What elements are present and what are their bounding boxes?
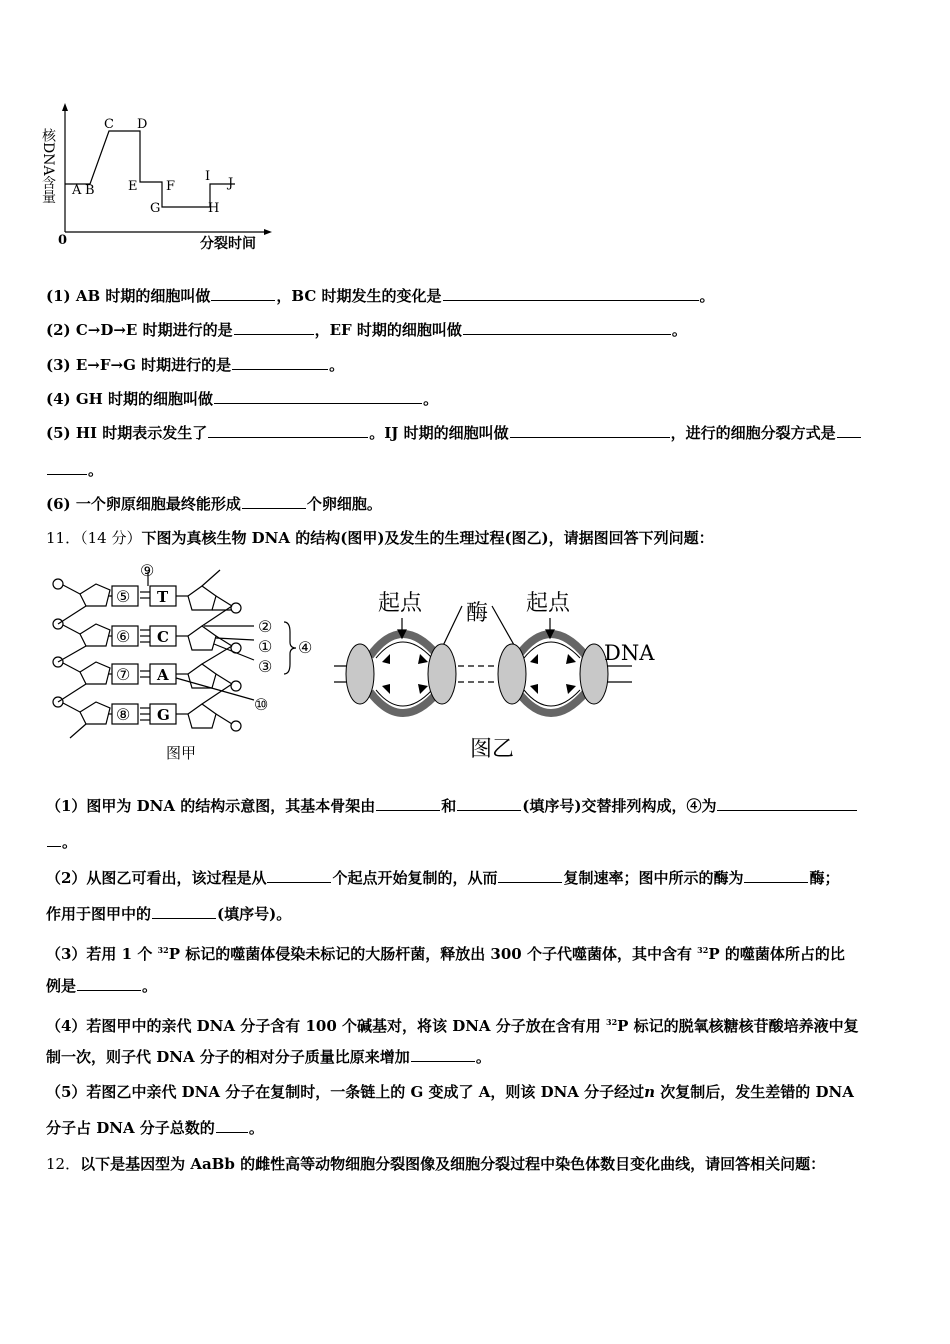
q11-s2-d: 酶； <box>809 869 840 887</box>
origin-label-left: 起点 <box>378 591 423 616</box>
graph-point-i: I <box>205 169 211 184</box>
q10-p4-a: (4) GH 时期的细胞叫做 <box>46 390 214 408</box>
q10-part2 <box>46 320 906 340</box>
q12-stem-text: 以下是基因型为 AaBb 的雌性高等动物细胞分裂图像及细胞分裂过程中染色体数目变化曲线，请回答相关问题： <box>80 1155 826 1173</box>
figure-a-dna-structure <box>44 560 334 770</box>
q11-sub5-cont <box>46 1118 906 1138</box>
q10-p6-a: (6) 一个卵原细胞最终能形成 <box>46 495 241 513</box>
q10-part1 <box>46 286 906 306</box>
base-c: C <box>157 628 169 646</box>
q10-p4-c: 。 <box>423 390 439 408</box>
q11-s2-f: (填序号)。 <box>217 905 292 923</box>
graph-point-e: E <box>128 179 138 194</box>
q10-part5-cont <box>46 460 906 480</box>
q11-stem-text: 下图为真核生物 DNA 的结构(图甲)及发生的生理过程(图乙)，请据图回答下列问题： <box>141 529 714 547</box>
answer-blank[interactable] <box>443 286 699 301</box>
figure-b-caption: 图乙 <box>470 737 515 762</box>
label-6: ⑥ <box>116 627 131 646</box>
dna-content-graph <box>40 100 280 260</box>
q10-part3 <box>46 355 906 375</box>
figure-b-dna-replication <box>332 584 672 770</box>
graph-point-d: D <box>137 117 148 132</box>
q11-s2-e: 作用于图甲中的 <box>46 905 152 923</box>
answer-blank[interactable] <box>216 1118 248 1133</box>
q12-stem <box>46 1154 906 1174</box>
label-8: ⑧ <box>116 705 131 724</box>
q11-sub4 <box>46 1012 906 1036</box>
graph-point-h: H <box>208 201 220 216</box>
label-10: ⑩ <box>254 695 269 714</box>
q11-stem <box>46 528 906 548</box>
q11-s5-c: 分子占 DNA 分子总数的 <box>46 1119 215 1137</box>
base-a: A <box>157 666 169 684</box>
q10-p3-a: (3) E→F→G 时期进行的是 <box>46 356 232 374</box>
answer-blank[interactable] <box>463 320 671 335</box>
q11-s2-b: 个起点开始复制的，从而 <box>332 869 498 887</box>
q11-s4-sup: 32 <box>606 1017 618 1027</box>
q10-part5 <box>46 423 906 443</box>
label-2: ② <box>258 617 273 636</box>
q10-p3-c: 。 <box>329 356 345 374</box>
q11-s5-a: （5）若图乙中亲代 DNA 分子在复制时，一条链上的 G 变成了 A，则该 DNA 分子经过 <box>46 1083 645 1101</box>
answer-blank[interactable] <box>234 320 314 335</box>
q10-p5-a: (5) HI 时期表示发生了 <box>46 424 208 442</box>
enzyme-label: 酶 <box>466 601 489 626</box>
origin-label: 0 <box>58 233 68 248</box>
graph-point-b: B <box>85 183 95 198</box>
q11-s3-c: P 的噬菌体所占的比 <box>708 945 845 963</box>
q11-s4-b: P 标记的脱氧核糖核苷酸培养液中复 <box>617 1017 859 1035</box>
answer-blank[interactable] <box>47 460 87 475</box>
q10-p2-a: (2) C→D→E 时期进行的是 <box>46 321 233 339</box>
q11-s5-d: 。 <box>248 1119 264 1137</box>
label-5: ⑤ <box>116 587 131 606</box>
q11-sub1-cont <box>46 832 906 852</box>
q11-s1-d: 。 <box>62 833 78 851</box>
answer-blank[interactable] <box>498 868 562 883</box>
q11-s3-sup2: 32 <box>697 945 709 955</box>
y-axis-label: 核DNA含量 <box>40 128 56 204</box>
answer-blank[interactable] <box>242 494 306 509</box>
graph-point-f: F <box>166 179 176 194</box>
base-g: G <box>157 706 170 724</box>
graph-point-j: J <box>228 176 234 191</box>
answer-blank[interactable] <box>376 796 440 811</box>
q10-p1-c: 。 <box>699 287 715 305</box>
answer-blank[interactable] <box>717 796 857 811</box>
answer-blank[interactable] <box>837 423 861 438</box>
q11-s4-a: （4）若图甲中的亲代 DNA 分子含有 100 个碱基对，将该 DNA 分子放在含有用 <box>46 1017 607 1035</box>
answer-blank[interactable] <box>214 389 422 404</box>
q11-sub2-cont <box>46 904 906 924</box>
answer-blank[interactable] <box>208 423 368 438</box>
q11-sub4-cont <box>46 1047 906 1067</box>
q11-sub5 <box>46 1082 906 1102</box>
answer-blank[interactable] <box>47 832 61 847</box>
q11-s5-n: n <box>644 1083 656 1101</box>
q10-p6-c: 个卵细胞。 <box>306 495 382 513</box>
x-axis-label: 分裂时间 <box>200 236 256 252</box>
answer-blank[interactable] <box>411 1047 475 1062</box>
graph-point-a: A <box>72 183 82 198</box>
label-3: ③ <box>258 657 273 676</box>
q10-p1-a: (1) AB 时期的细胞叫做 <box>46 287 211 305</box>
q11-s1-b: 和 <box>441 797 457 815</box>
q11-number: 11．（14 分） <box>46 529 142 547</box>
q11-s3-a: （3）若用 1 个 <box>46 945 158 963</box>
q11-s3-b: P 标记的噬菌体侵染未标记的大肠杆菌，释放出 300 个子代噬菌体，其中含有 <box>168 945 698 963</box>
q11-s2-c: 复制速率；图中所示的酶为 <box>563 869 744 887</box>
q10-p5-d: 。 <box>88 461 104 479</box>
q10-p2-b: ，EF 时期的细胞叫做 <box>314 321 462 339</box>
q10-p1-b: ，BC 时期发生的变化是 <box>276 287 442 305</box>
answer-blank[interactable] <box>267 868 331 883</box>
label-4: ④ <box>298 638 313 657</box>
q11-sub3-cont <box>46 976 906 996</box>
q12-number: 12． <box>46 1155 81 1173</box>
q11-s3-d: 例是 <box>46 977 77 995</box>
label-1: ① <box>258 637 273 656</box>
figure-a-caption: 图甲 <box>166 744 197 762</box>
q11-s2-a: （2）从图乙可看出，该过程是从 <box>46 869 267 887</box>
q11-s4-d: 。 <box>475 1048 491 1066</box>
origin-label-right: 起点 <box>526 591 571 616</box>
answer-blank[interactable] <box>457 796 521 811</box>
answer-blank[interactable] <box>510 423 670 438</box>
answer-blank[interactable] <box>232 355 328 370</box>
label-7: ⑦ <box>116 665 131 684</box>
q11-sub3 <box>46 940 906 964</box>
graph-point-g: G <box>150 201 161 216</box>
q10-part4 <box>46 389 906 409</box>
q11-s5-b: 次复制后，发生差错的 DNA <box>655 1083 854 1101</box>
q11-s3-e: 。 <box>142 977 158 995</box>
graph-point-c: C <box>104 117 114 132</box>
dna-label: DNA <box>604 641 655 665</box>
answer-blank[interactable] <box>744 868 808 883</box>
q10-part6 <box>46 494 906 514</box>
q10-p5-c: ，进行的细胞分裂方式是 <box>670 424 836 442</box>
q11-sub2 <box>46 868 906 888</box>
q10-p2-c: 。 <box>671 321 687 339</box>
label-9: ⑨ <box>140 561 155 580</box>
q10-p5-b: 。IJ 时期的细胞叫做 <box>369 424 509 442</box>
q11-s1-c: (填序号)交替排列构成，④为 <box>522 797 717 815</box>
answer-blank[interactable] <box>211 286 275 301</box>
q11-s4-c: 制一次，则子代 DNA 分子的相对分子质量比原来增加 <box>46 1048 410 1066</box>
q11-s1-a: （1）图甲为 DNA 的结构示意图，其基本骨架由 <box>46 797 376 815</box>
q11-sub1 <box>46 796 906 816</box>
answer-blank[interactable] <box>152 904 216 919</box>
base-t: T <box>157 588 169 606</box>
q11-s3-sup1: 32 <box>157 945 169 955</box>
answer-blank[interactable] <box>77 976 141 991</box>
